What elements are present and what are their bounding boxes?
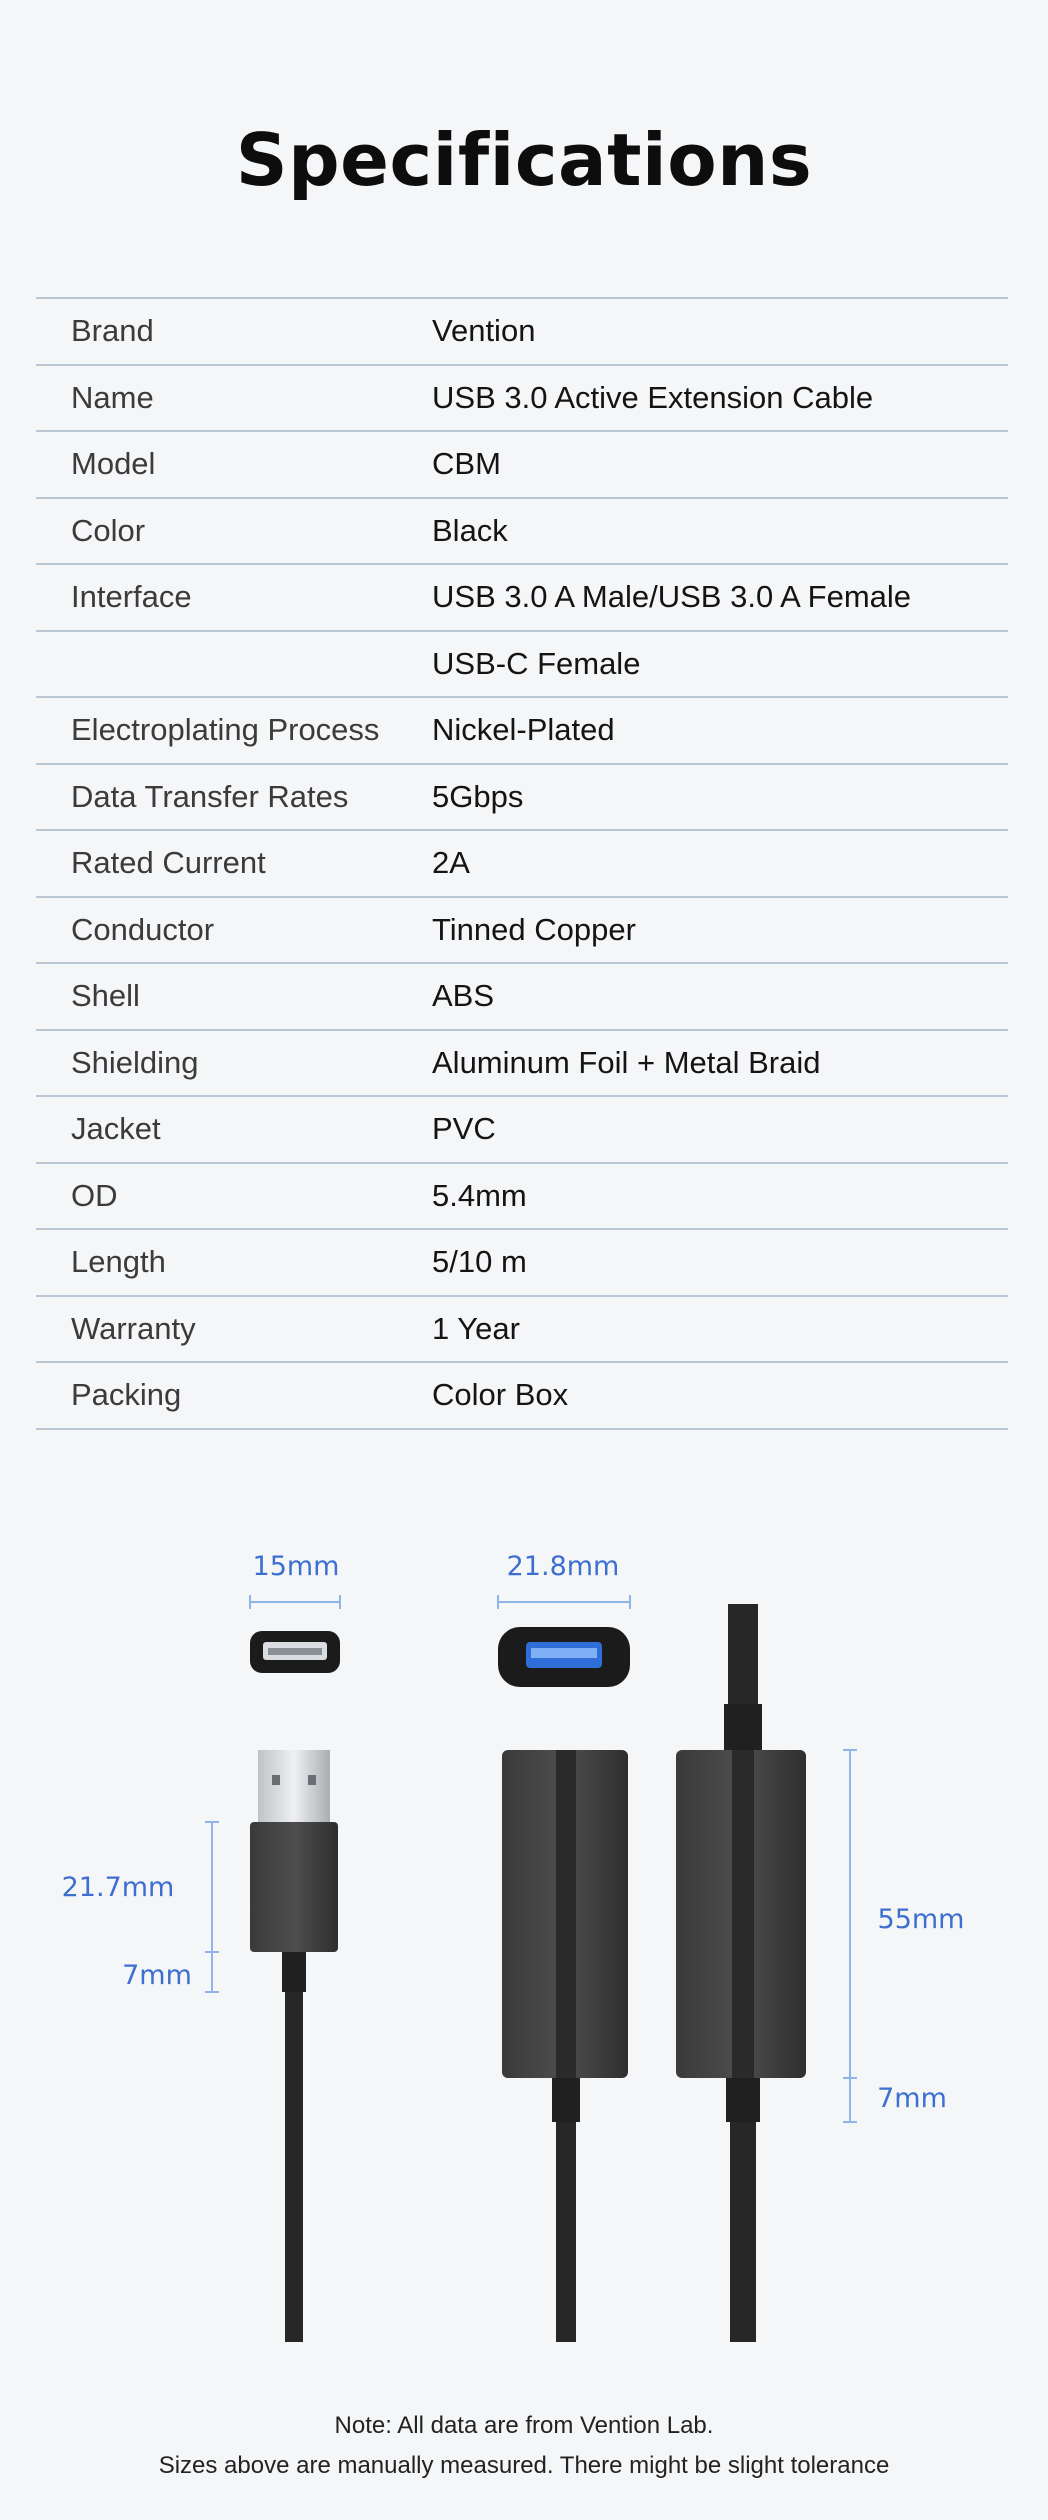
spec-label: Jacket — [71, 1111, 161, 1147]
spec-label: Shell — [71, 978, 140, 1014]
spec-row — [36, 765, 1008, 832]
spec-label: Brand — [71, 313, 154, 349]
spec-value: USB 3.0 Active Extension Cable — [432, 379, 874, 415]
spec-value: Tinned Copper — [432, 911, 636, 947]
spec-row — [36, 1164, 1008, 1231]
spec-label: Rated Current — [71, 845, 266, 881]
female-length-label: 55mm — [877, 1904, 965, 1935]
usb-a-male-connector — [250, 1750, 338, 2342]
female-neck-label: 7mm — [877, 2083, 947, 2114]
spec-row — [36, 1230, 1008, 1297]
spec-label: Packing — [71, 1377, 182, 1413]
page-title: Specifications — [235, 118, 813, 202]
spec-row — [36, 299, 1008, 366]
spec-table — [36, 297, 1008, 1430]
spec-label: Electroplating Process — [71, 712, 380, 748]
usb-a-female-connector-front — [502, 1750, 628, 2342]
spec-label: Name — [71, 379, 154, 415]
spec-value: Nickel-Plated — [432, 712, 615, 748]
spec-value: 5Gbps — [432, 778, 524, 814]
spec-value: 1 Year — [432, 1310, 520, 1346]
spec-value: 5/10 m — [432, 1244, 527, 1280]
spec-row — [36, 432, 1008, 499]
spec-value: ABS — [432, 978, 495, 1014]
spec-row — [36, 964, 1008, 1031]
spec-row — [36, 632, 1008, 699]
male-width-label: 15mm — [252, 1551, 340, 1582]
usb-a-male-end-view — [250, 1631, 340, 1673]
spec-row — [36, 499, 1008, 566]
spec-label: Color — [71, 512, 146, 548]
spec-label: OD — [71, 1177, 118, 1213]
spec-value: 5.4mm — [432, 1177, 527, 1213]
spec-label: Shielding — [71, 1044, 199, 1080]
spec-value: PVC — [432, 1111, 496, 1147]
spec-value: Vention — [432, 313, 536, 349]
spec-row — [36, 831, 1008, 898]
spec-value: Aluminum Foil + Metal Braid — [432, 1044, 821, 1080]
male-length-label: 21.7mm — [61, 1872, 175, 1903]
spec-label: Warranty — [71, 1310, 196, 1346]
spec-label: Conductor — [71, 911, 215, 947]
note-line-2: Sizes above are manually measured. There might be slight tolerance — [158, 2452, 890, 2479]
spec-row — [36, 1297, 1008, 1364]
note-line-1: Note: All data are from Vention Lab. — [334, 2412, 714, 2439]
spec-row — [36, 1363, 1008, 1430]
spec-label: Model — [71, 446, 156, 482]
male-neck-label: 7mm — [122, 1960, 192, 1991]
spec-value: USB-C Female — [432, 645, 641, 681]
spec-row — [36, 898, 1008, 965]
spec-value: Black — [432, 512, 508, 548]
spec-row — [36, 698, 1008, 765]
spec-value: USB 3.0 A Male/USB 3.0 A Female — [432, 579, 912, 615]
spec-row — [36, 1097, 1008, 1164]
spec-label: Data Transfer Rates — [71, 778, 349, 814]
spec-row — [36, 366, 1008, 433]
female-width-label: 21.8mm — [506, 1551, 620, 1582]
cable-dimension-diagram — [0, 1500, 1048, 2380]
spec-value: Color Box — [432, 1377, 569, 1413]
spec-label: Interface — [71, 579, 192, 615]
spec-value: CBM — [432, 446, 501, 482]
spec-label: Length — [71, 1244, 166, 1280]
usb-a-female-connector-side — [676, 1604, 806, 2342]
usb-a-female-end-view — [498, 1627, 630, 1687]
spec-row — [36, 1031, 1008, 1098]
spec-row — [36, 565, 1008, 632]
spec-value: 2A — [432, 845, 470, 881]
